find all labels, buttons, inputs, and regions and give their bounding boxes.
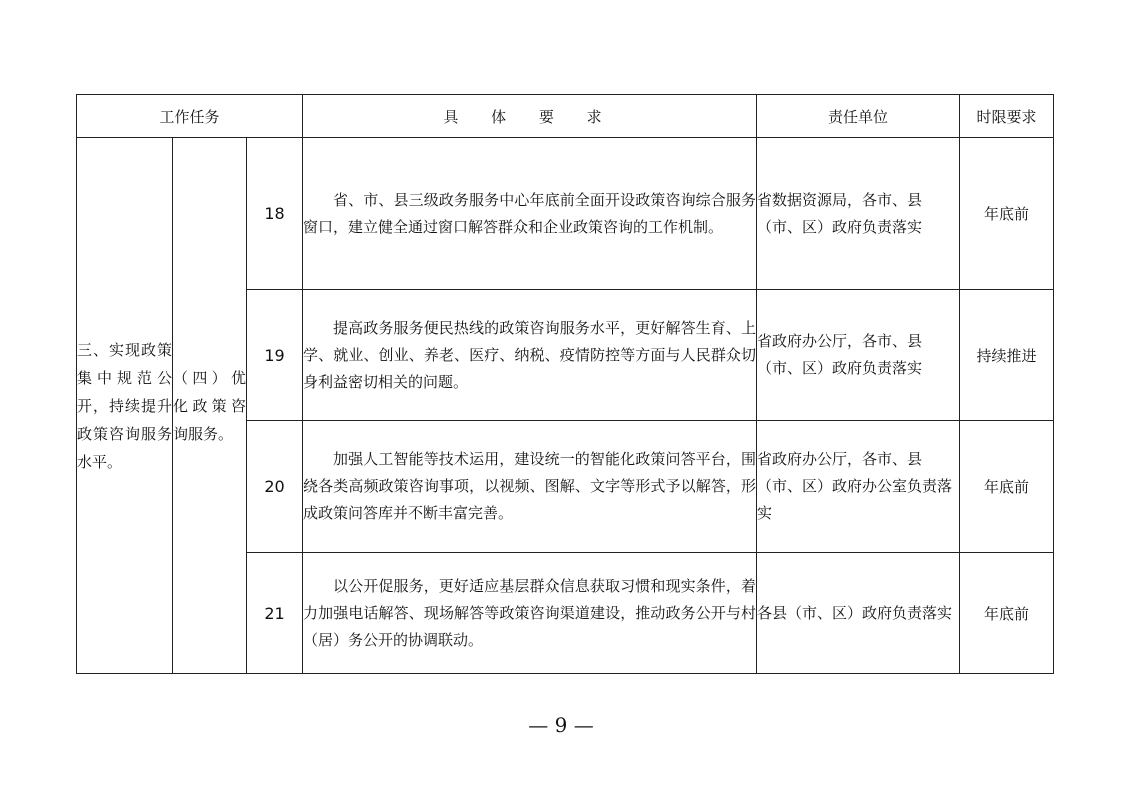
requirement-text: 提高政务服务便民热线的政策咨询服务水平，更好解答生育、上学、就业、创业、养老、医疗、纳税、疫情防控等方面与人民群众切身利益密切相关的问题。 [303,318,757,391]
header-deadline: 时限要求 [960,95,1054,138]
unit-cell: 省政府办公厅，各市、县（市、区）政府办公室负责落实 [757,421,960,553]
task-main: 三、实现政策集中规范公开，持续提升政策咨询服务水平。 [77,138,173,674]
table-row [77,138,1054,290]
unit-cell: 省政府办公厅，各市、县（市、区）政府负责落实 [757,290,960,421]
unit-cell: 省数据资源局，各市、县（市、区）政府负责落实 [757,138,960,290]
deadline-cell: 持续推进 [960,290,1054,421]
deadline-cell: 年底前 [960,421,1054,553]
row-number: 18 [247,138,303,290]
requirement-cell [303,138,757,290]
task-sub: （四）优化政策咨询服务。 [173,138,247,674]
task-table [76,94,1054,674]
requirement-cell [303,553,757,674]
deadline-cell: 年底前 [960,138,1054,290]
requirement-text: 加强人工智能等技术运用，建设统一的智能化政策问答平台，围绕各类高频政策咨询事项，以视频、图解、文字等形式予以解答，形成政策问答库并不断丰富完善。 [303,450,757,522]
page-number: — 9 — [528,713,594,737]
row-number: 21 [247,553,303,674]
deadline-cell: 年底前 [960,553,1054,674]
requirement-cell [303,421,757,553]
requirement-text: 以公开促服务，更好适应基层群众信息获取习惯和现实条件，着力加强电话解答、现场解答等政策咨询渠道建设，推动政务公开与村（居）务公开的协调联动。 [303,576,757,649]
unit-cell: 各县（市、区）政府负责落实 [757,553,960,674]
header-unit: 责任单位 [757,95,960,138]
row-number: 20 [247,421,303,553]
header-requirement: 具 体 要 求 [303,95,757,138]
requirement-cell [303,290,757,421]
row-number: 19 [247,290,303,421]
header-row [77,95,1054,138]
header-task: 工作任务 [77,95,303,138]
requirement-text: 省、市、县三级政务服务中心年底前全面开设政策咨询综合服务窗口，建立健全通过窗口解答群众和企业政策咨询的工作机制。 [303,190,757,236]
